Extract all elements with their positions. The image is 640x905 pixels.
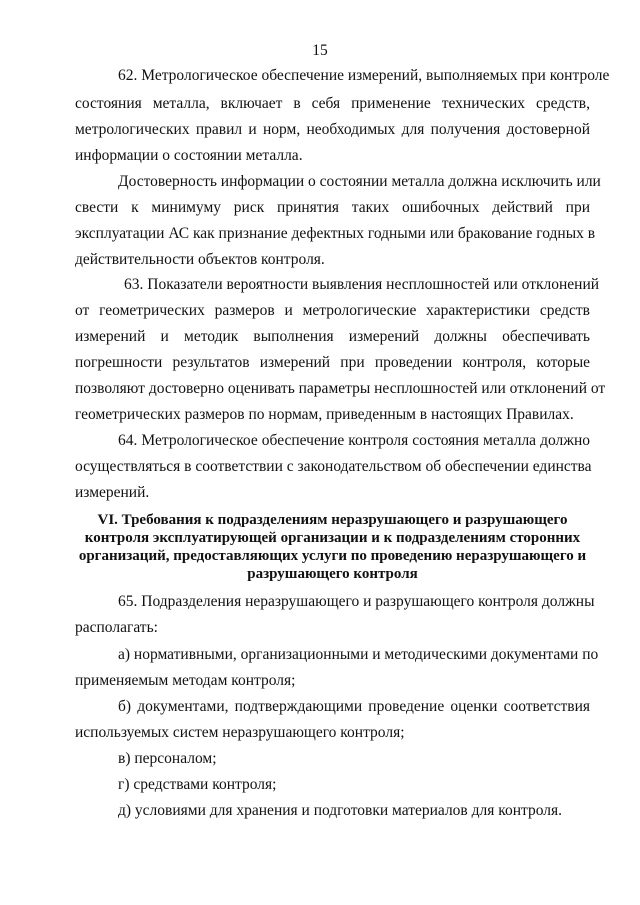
text-line: геометрических размеров по нормам, приведенным в настоящих Правилах. bbox=[75, 406, 574, 423]
text-line: применяемым методам контроля; bbox=[75, 672, 296, 689]
text-line: а) нормативными, организационными и методическими документами по bbox=[118, 646, 599, 663]
text-line: свести к минимуму риск принятия таких ошибочных действий при bbox=[75, 199, 590, 216]
text-line: Достоверность информации о состоянии металла должна исключить или bbox=[118, 173, 601, 190]
heading-line: контроля эксплуатирующей организации и к подразделениям сторонних bbox=[84, 530, 581, 546]
heading-line: разрушающего контроля bbox=[247, 566, 418, 582]
text-line: состояния металла, включает в себя применение технических средств, bbox=[75, 95, 590, 112]
text-line: 62. Метрологическое обеспечение измерений, выполняемых при контроле bbox=[118, 67, 610, 84]
text-line: 65. Подразделения неразрушающего и разрушающего контроля должны bbox=[118, 593, 595, 610]
text-line: погрешности результатов измерений при проведении контроля, которые bbox=[75, 354, 590, 371]
text-line: от геометрических размеров и метрологические характеристики средств bbox=[75, 302, 590, 319]
text-line: измерений. bbox=[75, 484, 150, 501]
text-line: б) документами, подтверждающими проведение оценки соответствия bbox=[118, 698, 590, 715]
text-line: измерений и методик выполнения измерений должны обеспечивать bbox=[75, 328, 590, 345]
text-line: 63. Показатели вероятности выявления несплошностей или отклонений bbox=[124, 276, 600, 293]
heading-line: VI. Требования к подразделениям неразрушающего и разрушающего bbox=[97, 512, 568, 528]
text-line: действительности объектов контроля. bbox=[75, 251, 325, 268]
list-item-v: в) персоналом; bbox=[118, 750, 217, 767]
text-line: 64. Метрологическое обеспечение контроля состояния металла должно bbox=[118, 432, 590, 449]
text-line: метрологических правил и норм, необходимых для получения достоверной bbox=[75, 121, 590, 138]
text-line: позволяют достоверно оценивать параметры несплошностей или отклонений от bbox=[75, 380, 606, 397]
text-line: осуществляться в соответствии с законодательством об обеспечении единства bbox=[75, 458, 592, 475]
list-item-g: г) средствами контроля; bbox=[118, 776, 277, 793]
heading-line: организаций, предоставляющих услуги по проведению неразрушающего и bbox=[78, 548, 587, 564]
text-line: используемых систем неразрушающего контроля; bbox=[75, 724, 405, 741]
text-line: располагать: bbox=[75, 619, 158, 636]
text-line: эксплуатации АС как признание дефектных годными или бракование годных в bbox=[75, 225, 596, 242]
list-item-d: д) условиями для хранения и подготовки материалов для контроля. bbox=[118, 802, 563, 819]
page-number: 15 bbox=[312, 42, 328, 59]
text-line: информации о состоянии металла. bbox=[75, 147, 303, 164]
